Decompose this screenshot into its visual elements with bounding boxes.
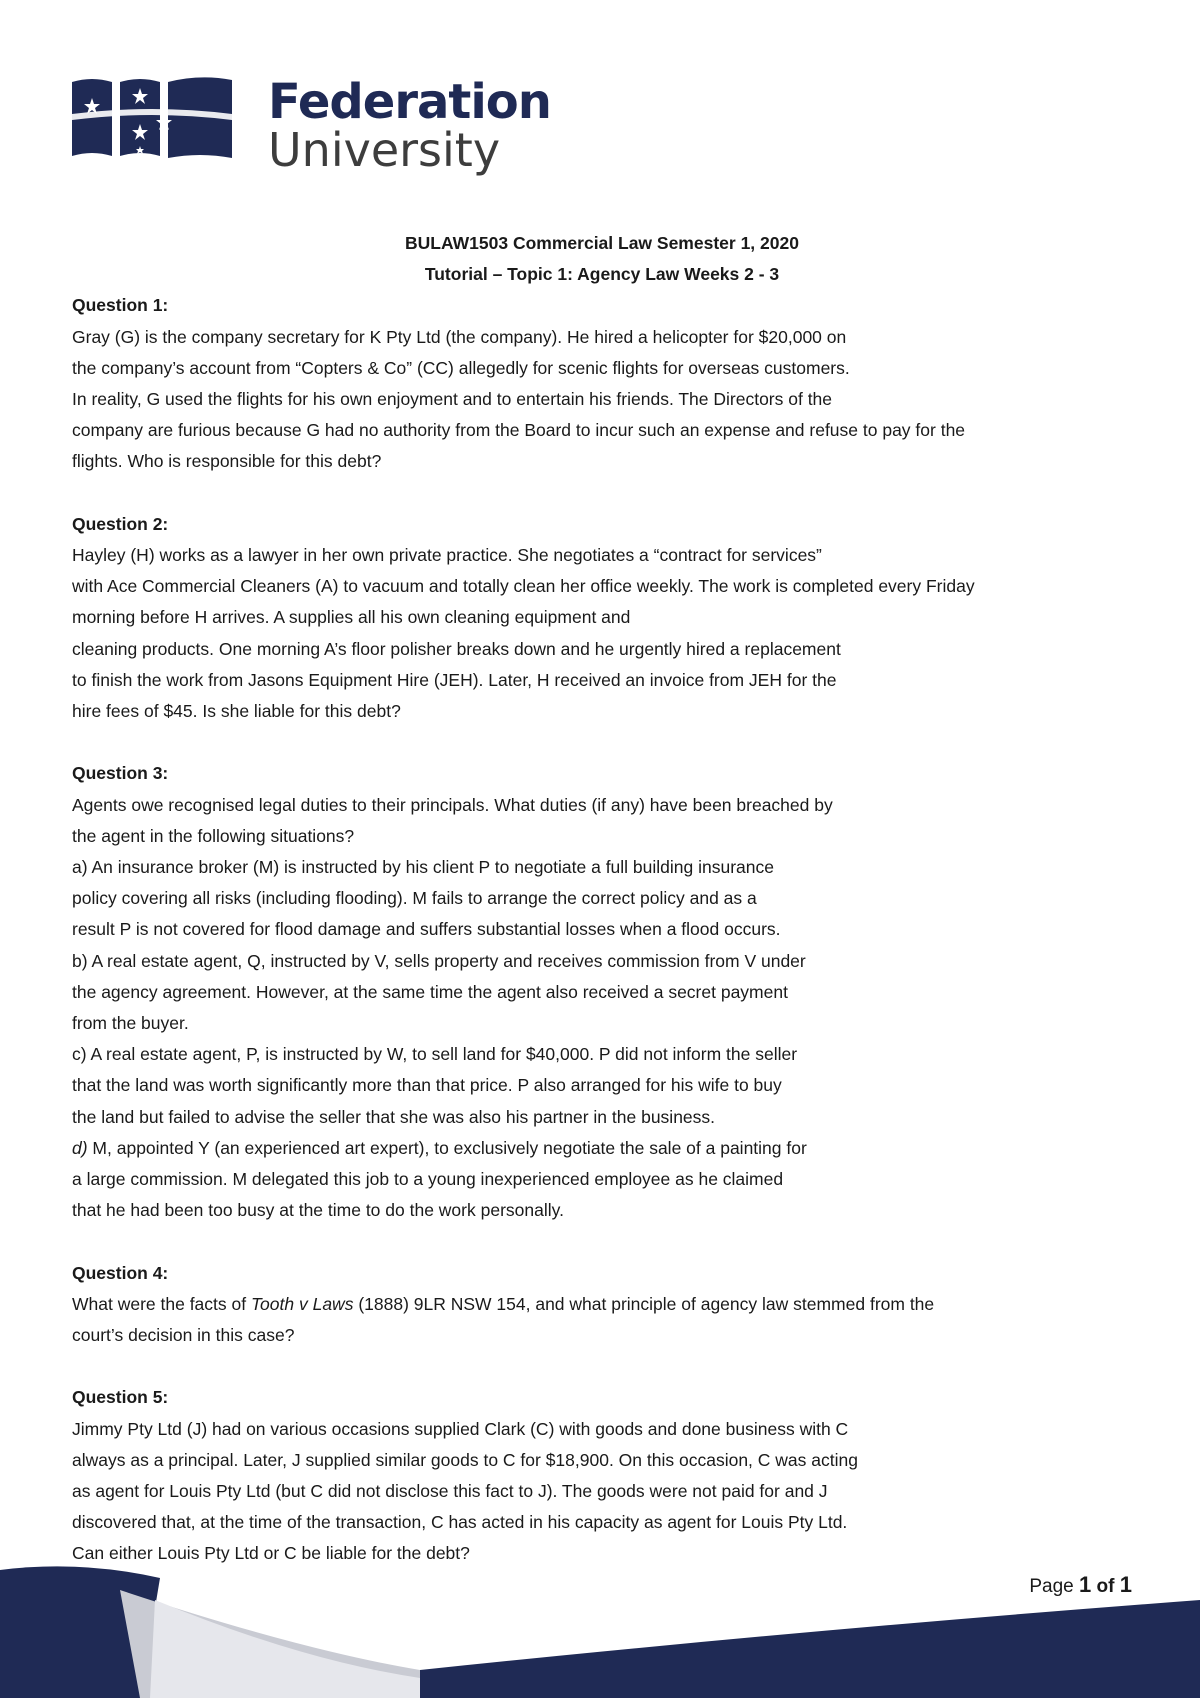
question-text-line: the company’s account from “Copters & Co” (CC) allegedly for scenic flights for overseas customers.: [72, 357, 850, 378]
question-text-line: to finish the work from Jasons Equipment Hire (JEH). Later, H received an invoice from JEH for the: [72, 669, 837, 690]
question-heading: Question 5:: [72, 1387, 169, 1408]
question-5: [72, 1382, 1132, 1569]
question-text-line: Hayley (H) works as a lawyer in her own private practice. She negotiates a “contract for services”: [72, 545, 822, 566]
question-text-line: as agent for Louis Pty Ltd (but C did not disclose this fact to J). The goods were not paid for and J: [72, 1481, 828, 1502]
question-text-line: hire fees of $45. Is she liable for this debt?: [72, 701, 401, 722]
question-heading: Question 3:: [72, 763, 169, 784]
item-d-text: M, appointed Y (an experienced art expert), to exclusively negotiate the sale of a painting for: [87, 1137, 807, 1158]
document-subtitle: Tutorial – Topic 1: Agency Law Weeks 2 - 3: [424, 264, 780, 285]
question-2: [72, 509, 1132, 727]
text-segment: (1888) 9LR NSW 154, and what principle of agency law stemmed from the: [353, 1293, 935, 1314]
question-text-line: morning before H arrives. A supplies all his own cleaning equipment and: [72, 607, 631, 628]
spacer: [72, 1226, 1132, 1257]
question-text-line: cleaning products. One morning A’s floor polisher breaks down and he urgently hired a replacement: [72, 638, 841, 659]
question-text-line: c) A real estate agent, P, is instructed by W, to sell land for $40,000. P did not inform the seller: [72, 1044, 798, 1065]
page-word: Page: [1029, 1576, 1074, 1597]
page-number: [1029, 1572, 1132, 1598]
question-heading: Question 2:: [72, 513, 169, 534]
question-text-line: Can either Louis Pty Ltd or C be liable for the debt?: [72, 1543, 470, 1564]
question-text-line: a) An insurance broker (M) is instructed by his client P to negotiate a full building insurance: [72, 857, 774, 878]
logo-word-federation: Federation: [268, 74, 551, 130]
document-title: BULAW1503 Commercial Law Semester 1, 2020: [405, 233, 799, 253]
page-total: 1: [1119, 1572, 1132, 1597]
question-text-line: discovered that, at the time of the transaction, C has acted in his capacity as agent for Louis Pty Ltd.: [72, 1512, 848, 1533]
document-body: [72, 228, 1132, 1570]
question-3: [72, 758, 1132, 1226]
spacer: [72, 727, 1132, 758]
question-text-line: Agents owe recognised legal duties to their principals. What duties (if any) have been breached by: [72, 794, 833, 815]
question-heading: Question 4:: [72, 1262, 169, 1283]
question-heading: Question 1:: [72, 295, 169, 316]
question-text-line: the agency agreement. However, at the same time the agent also received a secret payment: [72, 981, 788, 1002]
question-text-line: policy covering all risks (including flooding). M fails to arrange the correct policy and as a: [72, 888, 757, 909]
question-text-line: a large commission. M delegated this job to a young inexperienced employee as he claimed: [72, 1169, 784, 1190]
question-text-line: company are furious because G had no authority from the Board to incur such an expense and refuse to pay for the: [72, 420, 966, 441]
question-text-line: Jimmy Pty Ltd (J) had on various occasions supplied Clark (C) with goods and done business with C: [72, 1418, 849, 1439]
flag-emblem-icon: [72, 74, 262, 164]
question-text-line: [72, 1133, 1132, 1164]
text-segment: What were the facts of: [72, 1293, 251, 1314]
item-d-prefix: d): [72, 1137, 88, 1158]
question-text-line: always as a principal. Later, J supplied similar goods to C for $18,900. On this occasion, C was acting: [72, 1449, 858, 1470]
spacer: [72, 1351, 1132, 1382]
logo-word-university: University: [268, 123, 501, 177]
question-text-line: that he had been too busy at the time to do the work personally.: [72, 1200, 564, 1221]
question-text-line: that the land was worth significantly more than that price. P also arranged for his wife to buy: [72, 1075, 782, 1096]
question-text-line: the agent in the following situations?: [72, 825, 355, 846]
question-text-line: court’s decision in this case?: [72, 1325, 295, 1346]
question-text-line: from the buyer.: [72, 1013, 189, 1034]
footer-wave-decoration: [0, 1560, 1200, 1698]
question-text-line: the land but failed to advise the seller that she was also his partner in the business.: [72, 1106, 716, 1127]
question-text-line: Gray (G) is the company secretary for K Pty Ltd (the company). He hired a helicopter for $20,000 on: [72, 326, 847, 347]
question-1: [72, 290, 1132, 477]
federation-university-logo: [72, 72, 551, 182]
question-text-line: result P is not covered for flood damage and suffers substantial losses when a flood occurs.: [72, 919, 781, 940]
question-text-line: b) A real estate agent, Q, instructed by V, sells property and receives commission from V under: [72, 950, 806, 971]
page-current: 1: [1079, 1572, 1092, 1597]
question-text-line: [72, 1289, 1132, 1320]
page-of-word: of: [1096, 1576, 1115, 1597]
question-text-line: flights. Who is responsible for this debt?: [72, 451, 382, 472]
spacer: [72, 478, 1132, 509]
case-name: Tooth v Laws: [250, 1293, 354, 1314]
question-text-line: In reality, G used the flights for his own enjoyment and to entertain his friends. The Directors of the: [72, 389, 833, 410]
question-text-line: with Ace Commercial Cleaners (A) to vacuum and totally clean her office weekly. The work is completed every Friday: [72, 576, 975, 597]
question-4: [72, 1258, 1132, 1352]
